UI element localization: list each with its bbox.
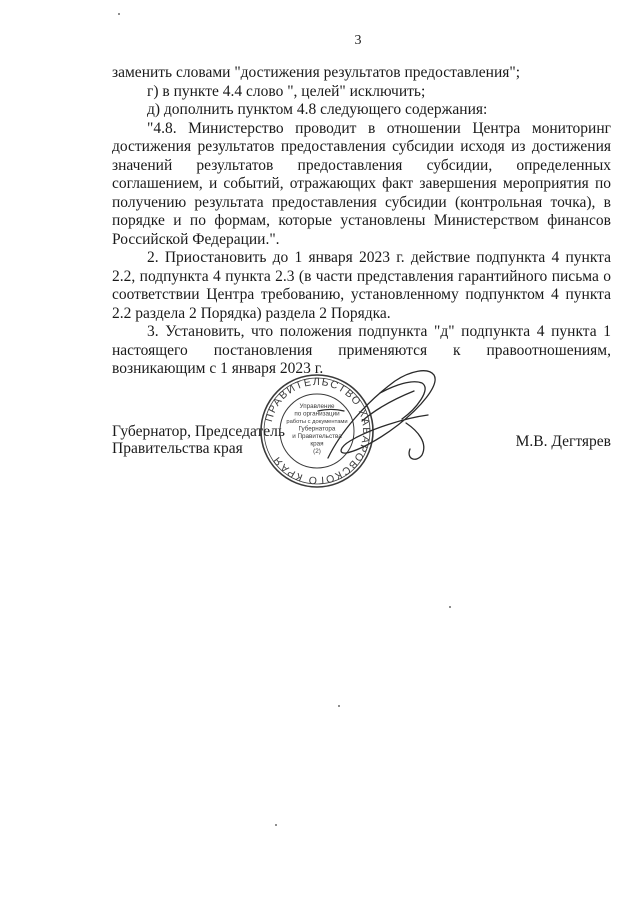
page-number: 3 xyxy=(354,33,362,48)
seal-inner-line-2: по организации xyxy=(294,410,340,418)
paragraph-3: 3. Установить, что положения подпункта "д" подпункта 4 пункта 1 настоящего постановления применяются к правоотношениям, возникающим с 1 января 2023 г. xyxy=(112,323,611,377)
scan-speck xyxy=(118,13,120,15)
clause-4-8: "4.8. Министерство проводит в отношении Центра мониторинг достижения результатов предоставления субсидии исходя из достижения значений результатов предоставления субсидии, определенных соглашением, и событий, отражающих факт завершения мероприятия по получению результата предоставления субсидии (контрольная точка), в порядке и по формам, которые установлены Министерством финансов Российской Федерации.". xyxy=(112,119,611,248)
seal-inner-line-3: работы с документами xyxy=(286,419,348,425)
scan-speck xyxy=(275,824,277,826)
signatory-name: М.В. Дегтярев xyxy=(515,433,611,450)
seal-inner-line-6: края xyxy=(310,440,324,448)
signatory-position-line-2: Правительства края xyxy=(112,440,243,457)
subitem-g: г) в пункте 4.4 слово ", целей" исключить; xyxy=(147,82,426,100)
handwritten-signature xyxy=(310,363,450,473)
document-body xyxy=(112,64,611,379)
scan-speck xyxy=(449,606,451,608)
seal-inner-line-4: Губернатора xyxy=(298,425,336,433)
seal-ring-text: ПРАВИТЕЛЬСТВО ХАБАРОВСКОГО КРАЯ xyxy=(262,375,373,487)
seal-inner-line-7: (2) xyxy=(313,448,321,455)
signatory-position-line-1: Губернатор, Председатель xyxy=(112,423,285,440)
scan-speck xyxy=(338,705,340,707)
seal-inner-line-1: Управление xyxy=(299,403,335,410)
subitem-d: д) дополнить пунктом 4.8 следующего содержания: xyxy=(147,101,488,118)
paragraph-2: 2. Приостановить до 1 января 2023 г. действие подпункта 4 пункта 2.2, подпункта 4 пункта 2.3 (в части представления гарантийного письма о соответствии Центра требованию, установленному подпунктом 4 пункта 2.2 раздела 2 Порядка) раздела 2 Порядка. xyxy=(112,249,611,322)
continuation-line: заменить словами "достижения результатов предоставления"; xyxy=(112,64,521,81)
seal-inner-line-5: и Правительства xyxy=(292,433,342,440)
